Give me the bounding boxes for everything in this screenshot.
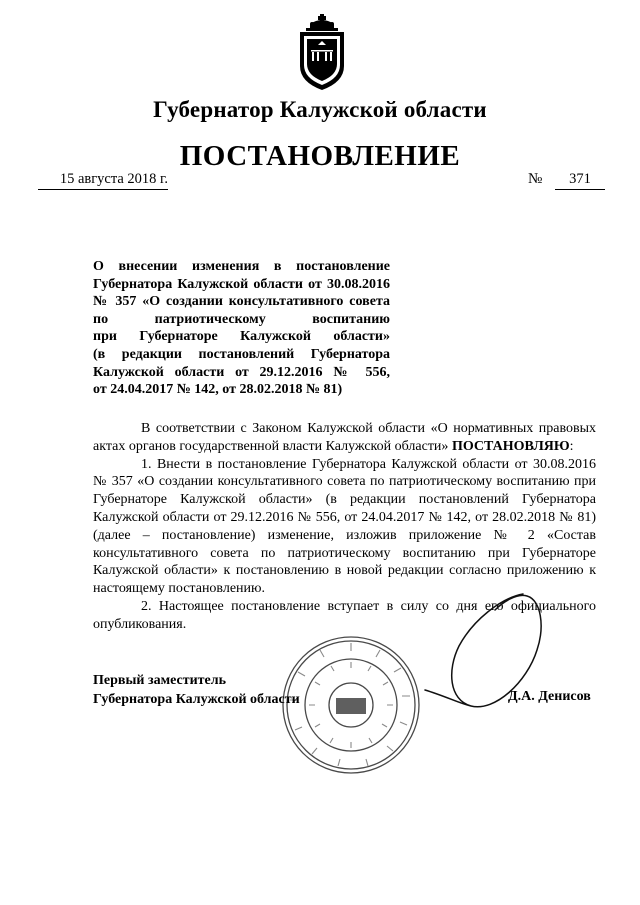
subject-line: Калужской области от 29.12.2016 № 556, [93, 364, 390, 380]
intro-text: В соответствии с Законом Калужской области «О нормативных правовых актах органов государственной власти Калужской области» [93, 421, 596, 454]
document-number: 371 [555, 171, 605, 190]
decree-colon: : [569, 438, 574, 454]
document-type: ПОСТАНОВЛЕНИЕ [179, 140, 461, 172]
item-2-paragraph: 2. Настоящее постановление вступает в силу со дня его официального опубликования. [93, 598, 596, 632]
signer-title [93, 671, 300, 709]
number-label: № [528, 171, 543, 187]
subject-line: от 24.04.2017 № 142, от 28.02.2018 № 81) [93, 382, 343, 398]
document-date: 15 августа 2018 г. [38, 171, 168, 190]
subject-line: по патриотическому воспитанию [93, 311, 390, 327]
intro-paragraph [93, 420, 596, 456]
signer-title-line: Губернатора Калужской области [93, 692, 300, 707]
subject-line: № 357 «О создании консультативного совета [93, 294, 390, 310]
subject-block [93, 258, 390, 399]
signer-title-line: Первый заместитель [93, 673, 226, 688]
subject-line: О внесении изменения в постановление [93, 259, 390, 274]
subject-line: (в редакции постановлений Губернатора [93, 346, 390, 362]
coat-of-arms-icon [298, 14, 346, 92]
subject-line: Губернатора Калужской области от 30.08.2016 [93, 276, 390, 292]
decree-word: ПОСТАНОВЛЯЮ [451, 438, 570, 454]
item-1-paragraph: 1. Внести в постановление Губернатора Калужской области от 30.08.2016 № 357 «О создании консультативного совета по патриотическому воспитанию при Губернаторе Калужской области» (в редакции постановлений Губернатора Калужской области от 29.12.2016 № 556, от 24.04.2017 № 142, от 28.02.2018 № 81) (далее – постановление) изменение, изложив приложение № 2 «Состав консультативного совета по патриотическому воспитанию при Губернаторе Калужской области» к постановлению в новой редакции согласно приложению к настоящему постановлению. [93, 456, 596, 597]
organization-title: Губернатор Калужской области [153, 97, 487, 122]
signer-name: Д.А. Денисов [508, 689, 591, 704]
subject-line: при Губернаторе Калужской области» [93, 329, 390, 345]
